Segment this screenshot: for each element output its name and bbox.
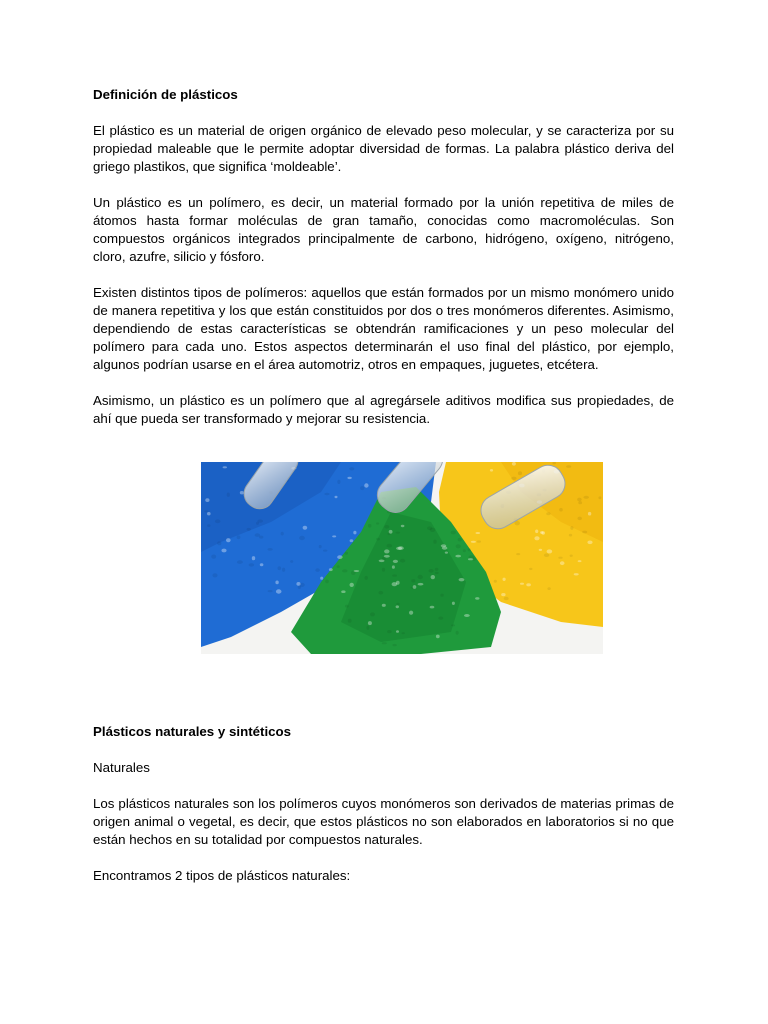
pellet	[569, 534, 572, 537]
pellet	[411, 579, 415, 582]
pellet	[215, 519, 221, 523]
pellet	[544, 553, 549, 557]
pellet	[570, 526, 573, 530]
pellet	[582, 531, 587, 534]
pellet	[535, 530, 538, 534]
pellet	[436, 635, 440, 639]
pellet	[546, 512, 550, 515]
pellet	[396, 547, 402, 550]
pellet	[324, 493, 329, 495]
pellet	[451, 531, 456, 535]
pellet	[348, 619, 352, 623]
pellet	[353, 531, 356, 535]
pellet	[392, 644, 396, 646]
pellet	[438, 617, 443, 620]
pellet	[418, 583, 424, 586]
pellet	[396, 581, 400, 585]
section-title-definicion: Definición de plásticos	[93, 87, 238, 102]
pellet	[401, 525, 405, 527]
pellet	[526, 583, 531, 586]
pellet	[320, 577, 323, 580]
pellet	[365, 576, 368, 580]
pellet	[430, 606, 435, 609]
pellet	[211, 555, 216, 559]
pellet	[574, 573, 579, 575]
pellet	[504, 597, 509, 601]
pellet	[472, 558, 476, 561]
pellet	[205, 498, 209, 502]
pellet	[547, 549, 553, 553]
pellet	[382, 568, 385, 572]
pellet	[392, 574, 397, 576]
pellet	[323, 550, 327, 552]
pellet	[433, 540, 436, 544]
plastic-pellets-image	[201, 462, 603, 654]
pellet	[477, 540, 481, 542]
pellet	[511, 477, 516, 480]
pellet	[299, 536, 305, 540]
pellet	[382, 642, 387, 644]
pellet	[459, 578, 465, 581]
pellet	[267, 548, 272, 551]
pellet	[418, 575, 423, 579]
pellet	[431, 575, 435, 579]
pellet	[578, 501, 582, 504]
pellets-illustration	[201, 462, 603, 654]
pellet	[456, 544, 461, 548]
pellet	[240, 491, 244, 494]
pellet	[501, 593, 505, 596]
pellet	[342, 569, 348, 572]
pellet	[476, 532, 481, 534]
paragraph-naturales-1: Los plásticos naturales son los polímeros cuyos monómeros son derivados de materias primas de origen animal o vegetal, es decir, que estos plásticos no son elaborados en laboratorios si no que están hechos en su totalidad por compuestos naturales.	[93, 796, 674, 847]
pellet	[347, 477, 351, 479]
pellet	[351, 571, 356, 575]
pellet	[329, 568, 333, 571]
pellet	[376, 522, 379, 524]
pellet	[541, 531, 545, 534]
pellet	[456, 631, 459, 635]
pellet	[384, 549, 389, 553]
pellet	[252, 556, 255, 560]
pellet	[384, 555, 390, 558]
pellet	[379, 560, 385, 563]
pellet	[577, 517, 582, 521]
pellet	[430, 528, 436, 532]
pellet	[463, 549, 466, 552]
pellet	[256, 522, 259, 525]
paragraph-naturales-2: Encontramos 2 tipos de plásticos naturales:	[93, 868, 351, 883]
pellet	[332, 535, 336, 537]
pellet	[382, 604, 386, 607]
pellet	[387, 630, 392, 633]
paragraph-definicion-1: El plástico es un material de origen orgánico de elevado peso molecular, y se caracteriza por su propiedad maleable que le permite adoptar diversidad de formas. La palabra plástico deriva del griego plastikos, que significa ‘moldeable’.	[93, 123, 674, 174]
pellet	[455, 555, 461, 558]
pellet	[451, 624, 455, 626]
pellet	[249, 563, 255, 566]
pellet	[494, 580, 497, 583]
pellet	[583, 496, 589, 499]
pellet	[268, 590, 273, 592]
pellet	[539, 549, 542, 551]
pellet	[207, 524, 210, 527]
paragraph-definicion-3: Existen distintos tipos de polímeros: aquellos que están formados por un mismo monómero unido de manera repetitiva y los que están constituidos por dos o tres monómeros diferentes. Asimismo, dependiendo de estas características se obtendrán ramificaciones y un peso molecular del polímero para cada uno. Estos aspectos determinarán el uso final del plástico, por ejemplo, algunos podrían usarse en el área automotriz, otros en empaques, juguetes, etcétera.	[93, 285, 674, 372]
pellet	[464, 614, 470, 617]
pellet	[578, 560, 582, 562]
pellet	[392, 565, 395, 568]
pellet	[212, 573, 217, 577]
pellet	[217, 541, 221, 545]
paragraph-definicion-4: Asimismo, un plástico es un polímero que al agregársele aditivos modifica sus propiedades, de ahí que pueda ser transformado y mejorar su resistencia.	[93, 393, 674, 426]
pellet	[335, 496, 338, 498]
pellet	[376, 538, 380, 541]
pellet	[315, 568, 320, 572]
pellet	[276, 589, 282, 593]
pellet	[440, 594, 443, 597]
pellet	[393, 560, 398, 563]
pellet	[378, 591, 383, 595]
pellet	[396, 605, 399, 608]
pellet	[341, 590, 345, 593]
pellet	[345, 552, 349, 555]
pellet	[396, 532, 401, 534]
pellet	[529, 568, 532, 570]
paragraph-definicion-2: Un plástico es un polímero, es decir, un material formado por la unión repetitiva de miles de átomos hasta formar moléculas de gran tamaño, conocidas como macromoléculas. Son compuestos orgánicos integrados principalmente de carbono, hidrógeno, oxígeno, nitrógeno, cloro, azufre, silicio y fósforo.	[93, 195, 674, 264]
pellet	[221, 549, 226, 553]
pellet	[368, 621, 372, 625]
pellet	[299, 583, 305, 587]
pellet	[223, 466, 227, 468]
section-title-naturales-sinteticos: Plásticos naturales y sintéticos	[93, 724, 292, 739]
pellet	[275, 581, 278, 585]
pellet	[475, 597, 479, 600]
pellet	[207, 512, 211, 515]
pellet	[237, 560, 243, 564]
pellet	[278, 566, 282, 570]
pellet	[587, 541, 592, 545]
document-body-bottom	[93, 723, 674, 885]
pellet	[518, 471, 522, 475]
pellet	[345, 605, 349, 608]
pellet	[547, 587, 550, 590]
document-body-top	[93, 86, 674, 428]
pellet	[204, 510, 208, 512]
pellet	[366, 626, 369, 630]
pellet	[429, 569, 434, 573]
pellet	[512, 462, 516, 466]
pellet	[227, 493, 230, 497]
pellet	[409, 611, 413, 615]
pellet	[468, 548, 471, 551]
pellet	[560, 561, 565, 565]
pellet	[452, 602, 455, 605]
pellet	[260, 563, 264, 566]
pellet	[413, 585, 417, 589]
pellet	[396, 630, 399, 633]
pellet	[588, 512, 591, 516]
pellet	[337, 480, 340, 484]
subheading-naturales: Naturales	[93, 760, 150, 775]
pellet	[387, 544, 393, 548]
pellet	[566, 465, 571, 468]
pellet	[364, 483, 368, 487]
pellet	[570, 555, 573, 557]
pellet	[349, 467, 354, 470]
pellet	[247, 528, 251, 531]
pellet	[471, 541, 476, 543]
pellet	[337, 555, 342, 559]
pellet	[559, 508, 563, 512]
pellet	[237, 535, 241, 539]
pellet	[281, 532, 284, 536]
pellet	[290, 560, 293, 563]
pellet	[503, 578, 506, 581]
pellet	[368, 524, 372, 528]
pellet	[319, 545, 322, 548]
pellet	[325, 580, 329, 584]
pellet	[370, 612, 375, 616]
pellet	[534, 536, 539, 540]
pellet	[303, 526, 308, 530]
pellet	[577, 498, 582, 502]
pellet	[360, 486, 364, 490]
pellet	[435, 572, 439, 574]
pellet	[435, 568, 439, 571]
pellet	[384, 525, 389, 529]
pellet	[400, 559, 405, 563]
pellet	[516, 553, 520, 555]
pellet	[490, 469, 493, 472]
pellet	[445, 552, 448, 554]
pellet	[442, 546, 447, 549]
pellet	[226, 538, 231, 542]
pellet	[387, 533, 390, 536]
pellet	[396, 603, 399, 605]
pellet	[515, 521, 520, 525]
pellet	[350, 539, 354, 542]
pellet	[458, 538, 462, 542]
pellet	[350, 583, 354, 587]
pellet	[598, 496, 601, 499]
pellet	[402, 632, 405, 634]
pellet	[337, 565, 340, 568]
pellet	[282, 568, 285, 572]
pellet	[255, 533, 261, 537]
pellet	[520, 583, 524, 585]
pellet	[558, 557, 562, 559]
